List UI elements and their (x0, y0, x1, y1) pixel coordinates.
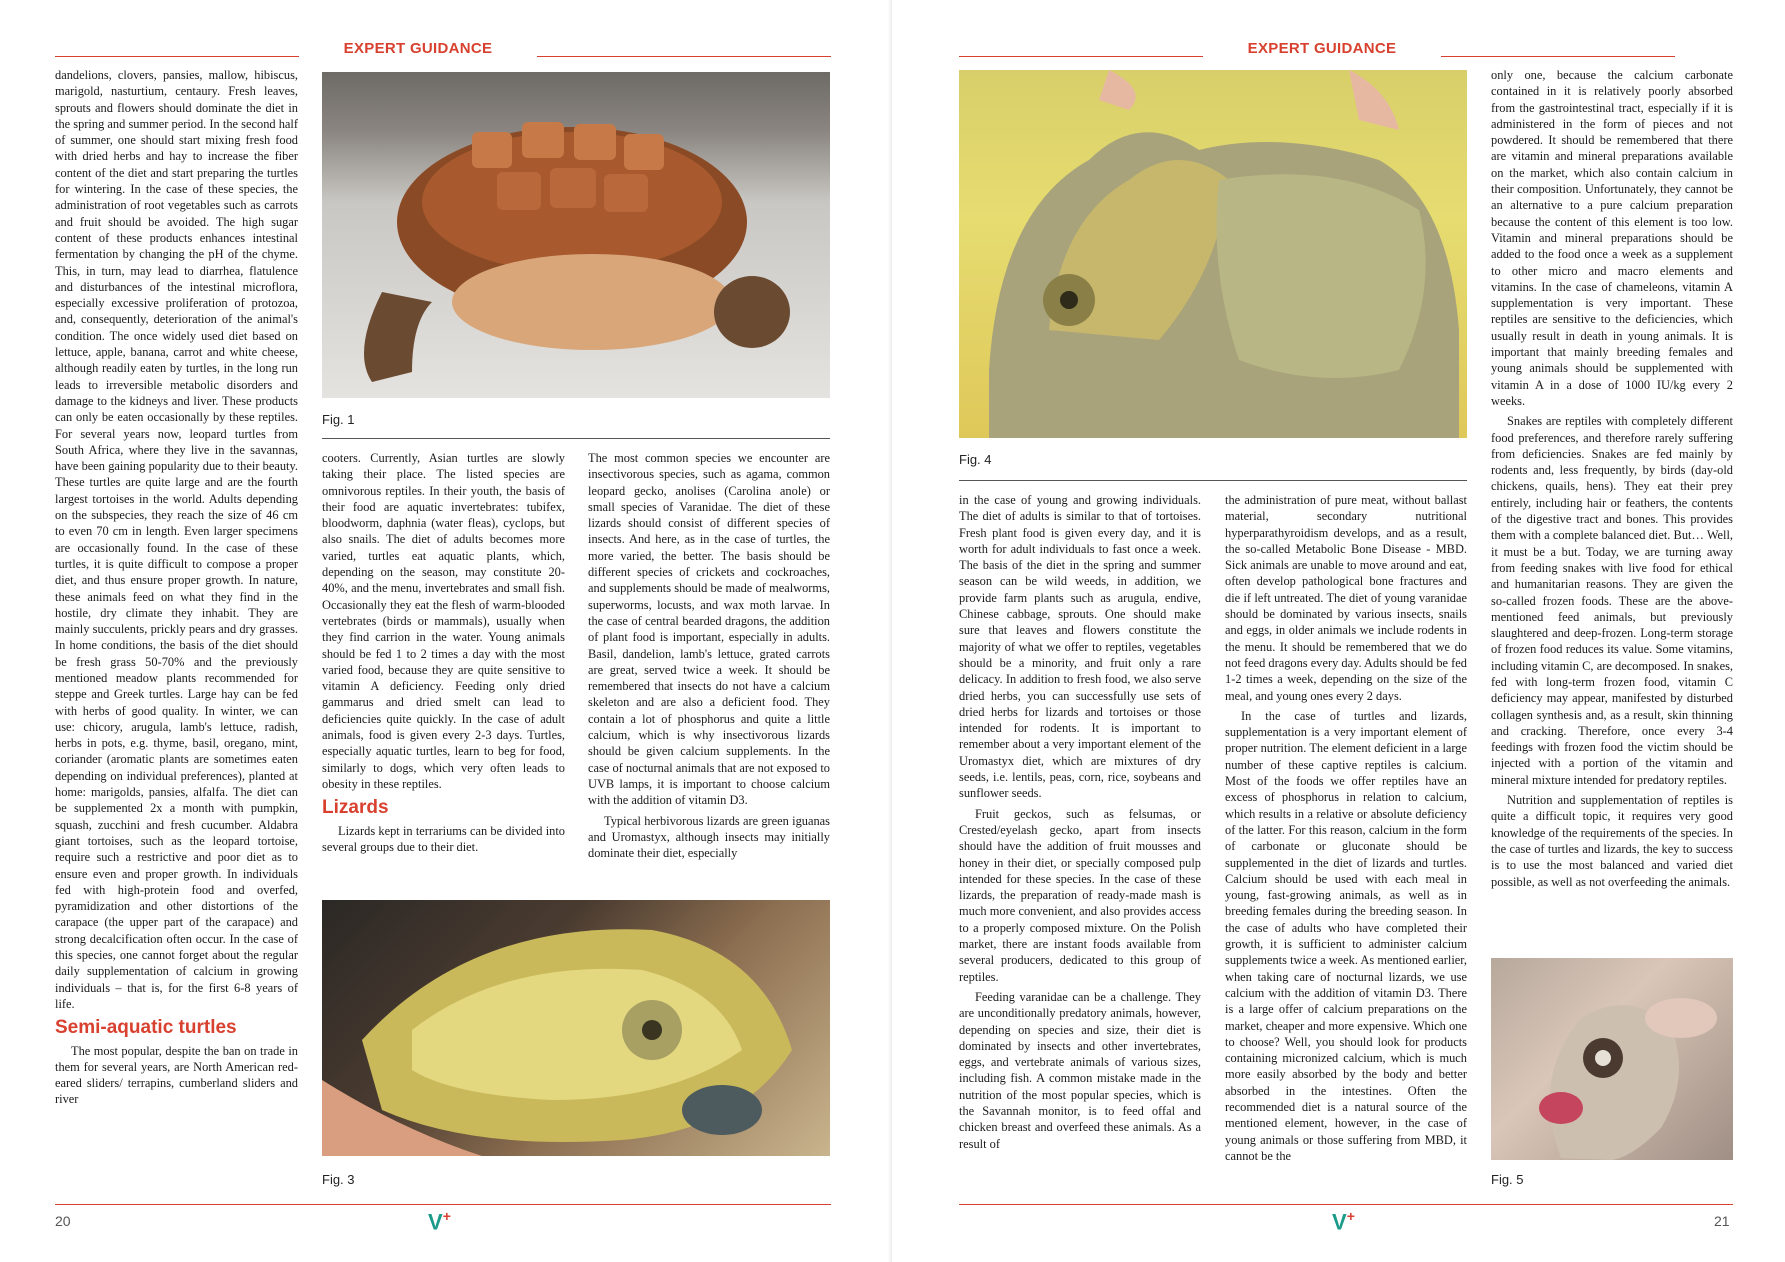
header-rule-left-a (55, 56, 299, 57)
logo-mark: V (428, 1209, 443, 1235)
fig4-rule (959, 480, 1467, 481)
fig1-caption: Fig. 1 (322, 412, 355, 427)
fig5-photo (1491, 958, 1733, 1160)
header-rule-left-b (537, 56, 831, 57)
right-col2-p1: the administration of pure meat, without ballast material, secondary nutritional hyperparathyroidism develops, and as a result, the so-called Metabolic Bone Disease - MBD. Sick animals are unable to move around and eat, often develop pathological bone fractures and die if left untreated. The diet of young varanidae should be dominated by various insects, snails and eggs, in older animals we include rodents in the menu. It should be remembered that we do not feed dragons every day. Adults should be fed 1-2 times a week, depending on the size of the meal, and young ones every 2 days. (1225, 493, 1467, 703)
left-col1 (55, 67, 298, 1108)
fig1-rule (322, 438, 830, 439)
page-number-right: 21 (1714, 1213, 1730, 1229)
logo-mark: V (1332, 1209, 1347, 1235)
right-col3-p2: Snakes are reptiles with completely different food preferences, and therefore rarely suffering from deficiencies. Snakes are fed mainly by rodents and, less frequently, by birds (day-old chickens, quails, hens). They eat their prey entirely, including hair or feathers, the contents of the digestive tract and bones. This provides them with a complete balanced diet. But… Well, it must be a but. Today, we are turning away from feeding snakes with live food for ethical and humanitarian reasons. They are given the so-called frozen foods. These are the above-mentioned feed animals, but previously slaughtered and deep-frozen. Long-term storage of frozen food reduces its value. Some vitamins, including vitamin C, are decomposed. In snakes, fed with long-term frozen food, vitamin C deficiency may appear, manifested by disturbed collagen synthesis and, as a result, skin thinning and cracking. Therefore, once every 3-4 feedings with frozen food the victim should be injected with a portion of the vitamin and mineral mixture intended for predatory reptiles. (1491, 414, 1733, 787)
left-page (0, 0, 892, 1262)
tortoise-illustration (322, 72, 830, 398)
left-col3-after: Typical herbivorous lizards are green iguanas and Uromastyx, although insects may initially dominate their diet, especially (588, 813, 830, 861)
right-col2-p2: In the case of turtles and lizards, supplementation is a very important element of proper nutrition. The element deficient in a large number of these captive reptiles is calcium. Most of the foods we offer reptiles have an excess of phosphorus in relation to calcium, which results in a relative or absolute deficiency of the latter. For this reason, calcium in the form of carbonate or gluconate should be supplemented in the diet of lizards and turtles. Calcium should be used with each meal in young, fast-growing animals, as well as in breeding females during the breeding season. In the case of adults who have completed their growth, it is sufficient to administer calcium supplements twice a week. As mentioned earlier, when taking care of nocturnal lizards, we use calcium with the addition of vitamin D3. There is a large offer of calcium preparations on the market, cheaper and more expensive. Which one to choose? Well, you should look for products containing micronized calcium, which is much more easily absorbed by the body and better absorbed in the intestines. Often the recommended diet is a natural source of the mentioned element, however, in the case of young animals or those suffering from MBD, it cannot be the (1225, 708, 1467, 1163)
right-page (892, 0, 1785, 1262)
fig4-photo (959, 70, 1467, 438)
fig5-caption: Fig. 5 (1491, 1172, 1524, 1187)
logo-plus: + (1346, 1208, 1355, 1224)
right-col3 (1491, 67, 1733, 890)
fig3-photo (322, 900, 830, 1156)
right-col2 (1225, 492, 1467, 1164)
fig4-caption: Fig. 4 (959, 452, 992, 467)
chameleon-head-illustration (322, 900, 830, 1156)
heading-semi-aquatic: Semi-aquatic turtles (55, 1017, 237, 1039)
logo-right (1332, 1208, 1355, 1235)
right-col1-p3: Feeding varanidae can be a challenge. They are unconditionally predatory animals, however, depending on species and size, their diet is dominated by insects and other invertebrates, eggs, and vertebrate animals of various sizes, including fish. A common mistake made in the nutrition of the most popular species, which is the Savannah monitor, is to feed offal and chicken breast and overfeed these animals. As a result of (959, 989, 1201, 1151)
left-col2-text: cooters. Currently, Asian turtles are slowly taking their place. The listed species are omnivorous reptiles. In their youth, the basis of their food are aquatic invertebrates: tubifex, bloodworm, daphnia (water fleas), cyclops, but also snails. The diet of adults becomes more varied, turtles eat aquatic plants, which, depending on the season, may constitute 20-40%, and the menu, invertebrates and small fish. Occasionally they eat the flesh of warm-blooded vertebrates (birds or mammals), usually when they find carrion in the water. Young animals should be fed 1 to 2 times a day with the most varied food, because they are quite sensitive to vitamin A deficiency. Feeding only dried gammarus and dried smelt can lead to deficiencies quite quickly. In the case of adult animals, food is given every 2-3 days. Turtles, especially aquatic turtles, learn to beg for food, similarly to dogs, which very often leads to obesity in these reptiles. (322, 451, 565, 791)
left-col3 (588, 450, 830, 861)
veiled-chameleon-illustration (959, 70, 1467, 438)
heading-lizards: Lizards (322, 797, 389, 819)
left-col2-after: Lizards kept in terrariums can be divided into several groups due to their diet. (322, 823, 565, 854)
left-col1-after: The most popular, despite the ban on trade in them for several years, are North American red-eared sliders/ terrapins, cumberland sliders and river (55, 1043, 298, 1107)
header-rule-right-b (1441, 56, 1675, 57)
footer-rule-right (959, 1204, 1733, 1205)
right-col1 (959, 492, 1201, 1152)
page-number-left: 20 (55, 1213, 71, 1229)
logo-plus: + (442, 1208, 451, 1224)
header-left: EXPERT GUIDANCE (343, 40, 493, 57)
left-col3-text: The most common species we encounter are insectivorous species, such as agama, common leopard gecko, anolises (Carolina anole) or small species of Varanidae. The diet of these lizards should consist of different species of insects. And here, as in the case of turtles, the more varied, the better. The basis should be different species of crickets and cockroaches, and supplements should be made of mealworms, superworms, locusts, and wax moth larvae. In the case of central bearded dragons, the addition of plant food is important, especially in adults. Basil, dandelion, lamb's lettuce, grated carrots are great, served twice a week. It should be remembered that insects do not have a calcium skeleton and are also a deficient food. They contain a lot of phosphorus and quite a little calcium, which is why insectivorous lizards should be given calcium supplements. In the case of nocturnal animals that are not exposed to UVB lamps, it is important to choose calcium with the addition of vitamin D3. (588, 451, 830, 808)
left-col1-text: dandelions, clovers, pansies, mallow, hibiscus, marigold, nasturtium, centaury. Fresh leaves, sprouts and flowers should dominate the diet in the spring and summer period. In the second half of summer, one should start mixing fresh food with dried herbs and hay to increase the fiber content of the diet and start preparing the turtles for wintering. In the case of these species, the administration of root vegetables such as carrots and fruit should be avoided. The high sugar content of these products enhances intestinal fermentation by changing the pH of the chyme. This, in turn, may lead to diarrhea, flatulence and disturbances of the intestinal microflora, especially excessive proliferation of protozoa, and, consequently, deterioration of the animal's condition. The once widely used diet based on lettuce, apple, banana, carrot and white cheese, although readily eaten by turtles, in the long run leads to irreversible metabolic disorders and damage to the kidneys and liver. These products can only be eaten occasionally by these reptiles. For several years now, leopard turtles from South Africa, where they live in the savannas, have been gaining popularity due to their beauty. These turtles are quite large and are the fourth largest tortoises in the world. Adults depending on the subspecies, they reach the size of 46 cm to even 70 cm in length. Even larger specimens are occasionally found. In the case of these turtles, it is quite difficult to compose a proper diet, and thus ensure proper growth. In nature, these animals feed on what they find in the hostile, dry climate they inhabit. They are mainly succulents, prickly pears and dry grasses. In home conditions, the basis of the diet should be fresh grass 50-70% and the previously mentioned meadow plants recommended for steppe and Greek turtles. Large hay can be fed with herbs of good quality. In winter, we can use: chicory, arugula, lamb's lettuce, radish, herbs in pots, e.g. thyme, basil, oregano, mint, coriander (aromatic plants are sometimes eaten depending on individual preferences), planted at home: marigolds, pansies, alfalfa. The diet can be supplemented 2x a month with pumpkin, squash, zucchini and fresh cucumber. Aldabra giant tortoises, such as the leopard tortoise, require such a restrictive and poor diet as to ensure even and proper growth. In individuals fed with high-protein food and overfed, pyramidization and other distortions of the carapace (the upper part of the carapace) and strong decalcification often occur. In the case of this species, one cannot forget about the regular daily supplementation of calcium in growing individuals – that is, for the first 6-8 years of life. (55, 68, 298, 1011)
footer-rule-left (55, 1204, 831, 1205)
gecko-illustration (1491, 958, 1733, 1160)
right-col1-p2: Fruit geckos, such as felsumas, or Crested/eyelash gecko, apart from insects should have the addition of fruit mousses and honey in their diet, or specially composed pulp intended for these species. In the case of these lizards, the preparation of ready-made mash is much more convenient, and also provides access to a properly composed mixture. On the Polish market, there are instant foods available from several producers, dedicated to this group of reptiles. (959, 806, 1201, 984)
left-col2 (322, 450, 565, 855)
right-col3-p3: Nutrition and supplementation of reptiles is quite a difficult topic, it requires very good knowledge of the requirements of the species. In the case of turtles and lizards, the key to success is to use the most balanced and varied diet possible, as well as not overfeeding the animals. (1491, 793, 1733, 889)
fig1-photo (322, 72, 830, 398)
fig3-caption: Fig. 3 (322, 1172, 355, 1187)
logo-left (428, 1208, 451, 1235)
header-right: EXPERT GUIDANCE (1247, 40, 1397, 57)
right-col3-p1: only one, because the calcium carbonate contained in it is relatively poorly absorbed from the gastrointestinal tract, especially if it is administered in the form of pieces and not powdered. It should be remembered that there are vitamin and mineral preparations available on the market, which also contain calcium in their composition. Unfortunately, they cannot be an alternative to a pure calcium preparation because the content of this element is too low. Vitamin and mineral preparations should be added to the food once a week as a supplement to other micro and macro elements and vitamins. In the case of chameleons, vitamin A supplementation is very important. These reptiles are sensitive to the deficiencies, which usually result in death in young animals. It is important that mainly breeding females and young animals should be supplemented with vitamin A in a dose of 1000 IU/kg every 2 weeks. (1491, 68, 1733, 408)
right-col1-p1: in the case of young and growing individuals. The diet of adults is similar to that of tortoises. Fresh plant food is given every day, and it is worth for adult individuals to fast once a week. The basis of the diet in the spring and summer season can be wild weeds, in addition, we provide farm plants such as arugula, endive, Chinese cabbage, sprouts. One should make sure that leaves and flowers constitute the majority of what we offer to reptiles, vegetables should be a minority, and fruit only a rare delicacy. In addition to fresh food, we also serve dried herbs, you can successfully use sets of dried herbs for lizards and tortoises or those intended for rodents. It is important to remember about a very important element of the Uromastyx diet, which are mixtures of dry seeds, i.e. lentils, peas, corn, rice, soybeans and sunflower seeds. (959, 493, 1201, 801)
header-rule-right-a (959, 56, 1203, 57)
